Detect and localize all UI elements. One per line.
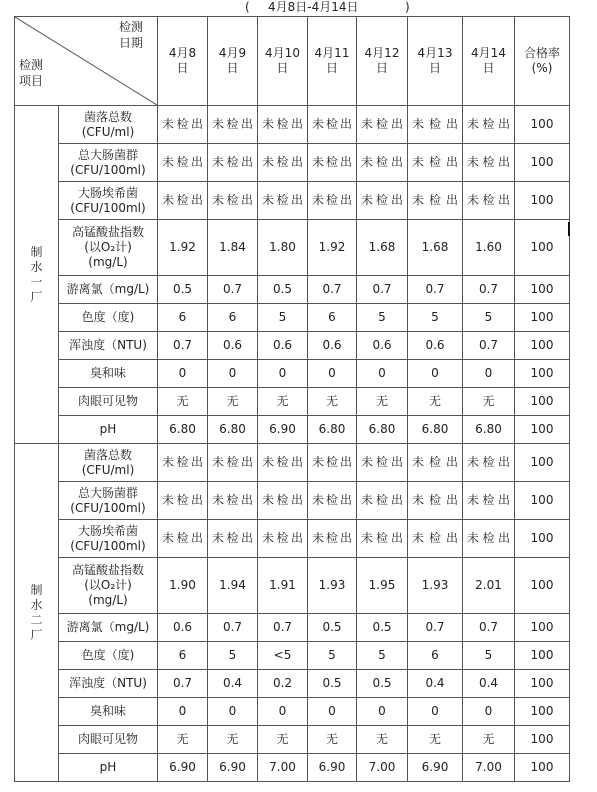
value-cell: 0.7 bbox=[208, 276, 258, 304]
value-cell: 6.90 bbox=[208, 754, 258, 782]
value-cell: 0.5 bbox=[308, 670, 357, 698]
value-cell: 0.7 bbox=[357, 276, 408, 304]
value-cell: 未 检 出 bbox=[408, 444, 463, 482]
value-cell: 未 检 出 bbox=[208, 144, 258, 182]
item-name-cell: 游离氯（mg/L) bbox=[59, 614, 158, 642]
table-row bbox=[15, 416, 570, 444]
value-cell: 未 检 出 bbox=[208, 444, 258, 482]
value-cell: 未 检 出 bbox=[258, 182, 308, 220]
table-row bbox=[15, 670, 570, 698]
value-cell: 0.7 bbox=[463, 614, 515, 642]
plant-label-2: 制 水 二 厂 bbox=[15, 444, 59, 782]
table-row bbox=[15, 642, 570, 670]
value-cell: 未 检 出 bbox=[463, 482, 515, 520]
pass-rate-cell: 100 bbox=[515, 304, 570, 332]
value-cell: 未 检 出 bbox=[357, 144, 408, 182]
value-cell: 1.84 bbox=[208, 220, 258, 276]
value-cell: 未 检 出 bbox=[158, 482, 208, 520]
value-cell: 未 检 出 bbox=[408, 182, 463, 220]
item-name-cell: 色度（度) bbox=[59, 304, 158, 332]
value-cell: 5 bbox=[463, 304, 515, 332]
value-cell: 6 bbox=[158, 642, 208, 670]
value-cell: 1.94 bbox=[208, 558, 258, 614]
value-cell: 0.7 bbox=[463, 276, 515, 304]
value-cell: 0 bbox=[357, 360, 408, 388]
value-cell: 5 bbox=[357, 642, 408, 670]
value-cell: 未 检 出 bbox=[463, 144, 515, 182]
value-cell: 未 检 出 bbox=[408, 520, 463, 558]
table-row bbox=[15, 558, 570, 614]
value-cell: 1.92 bbox=[308, 220, 357, 276]
table-row bbox=[15, 482, 570, 520]
item-name-cell: 臭和味 bbox=[59, 698, 158, 726]
diagonal-header-cell bbox=[15, 17, 158, 106]
value-cell: 未 检 出 bbox=[308, 144, 357, 182]
value-cell: 未 检 出 bbox=[308, 444, 357, 482]
value-cell: 5 bbox=[258, 304, 308, 332]
value-cell: 1.80 bbox=[258, 220, 308, 276]
value-cell: 未 检 出 bbox=[308, 520, 357, 558]
value-cell: 0.5 bbox=[258, 276, 308, 304]
value-cell: 0.6 bbox=[308, 332, 357, 360]
value-cell: 0.2 bbox=[258, 670, 308, 698]
value-cell: 1.93 bbox=[308, 558, 357, 614]
value-cell: 未 检 出 bbox=[357, 106, 408, 144]
value-cell: 未 检 出 bbox=[258, 520, 308, 558]
value-cell: 0.7 bbox=[158, 670, 208, 698]
value-cell: 0.6 bbox=[357, 332, 408, 360]
date-header-3: 4月11 日 bbox=[308, 17, 357, 106]
header-row bbox=[15, 17, 570, 106]
pass-rate-cell: 100 bbox=[515, 332, 570, 360]
pass-rate-cell: 100 bbox=[515, 482, 570, 520]
date-header-4: 4月12 日 bbox=[357, 17, 408, 106]
value-cell: 未 检 出 bbox=[408, 144, 463, 182]
value-cell: 0.7 bbox=[208, 614, 258, 642]
value-cell: 6.80 bbox=[408, 416, 463, 444]
value-cell: 0.7 bbox=[258, 614, 308, 642]
value-cell: 0.7 bbox=[308, 276, 357, 304]
value-cell: 未 检 出 bbox=[463, 520, 515, 558]
pass-rate-cell: 100 bbox=[515, 726, 570, 754]
value-cell: 未 检 出 bbox=[258, 106, 308, 144]
value-cell: 无 bbox=[258, 726, 308, 754]
value-cell: 未 检 出 bbox=[208, 106, 258, 144]
value-cell: 5 bbox=[408, 304, 463, 332]
value-cell: 无 bbox=[357, 388, 408, 416]
value-cell: 未 检 出 bbox=[158, 444, 208, 482]
value-cell: 未 检 出 bbox=[463, 106, 515, 144]
value-cell: 未 检 出 bbox=[463, 444, 515, 482]
item-name-cell: 浑浊度（NTU) bbox=[59, 670, 158, 698]
pass-rate-cell: 100 bbox=[515, 360, 570, 388]
value-cell: 6.80 bbox=[158, 416, 208, 444]
item-name-cell: 高锰酸盐指数 (以O₂计) (mg/L) bbox=[59, 220, 158, 276]
value-cell: 1.90 bbox=[158, 558, 208, 614]
water-quality-table bbox=[14, 16, 570, 782]
item-name-cell: 菌落总数 (CFU/ml) bbox=[59, 444, 158, 482]
value-cell: 0.6 bbox=[208, 332, 258, 360]
value-cell: 0 bbox=[258, 698, 308, 726]
value-cell: 未 检 出 bbox=[308, 106, 357, 144]
pass-rate-cell: 100 bbox=[515, 276, 570, 304]
value-cell: 6 bbox=[208, 304, 258, 332]
value-cell: 6.90 bbox=[308, 754, 357, 782]
value-cell: 未 检 出 bbox=[158, 182, 208, 220]
text-cursor-mark bbox=[568, 222, 570, 236]
item-name-cell: 菌落总数 (CFU/ml) bbox=[59, 106, 158, 144]
pass-rate-cell: 100 bbox=[515, 106, 570, 144]
range-text: 4月8日-4月14日 bbox=[268, 0, 359, 14]
value-cell: 未 检 出 bbox=[258, 144, 308, 182]
range-close-paren: ) bbox=[405, 0, 410, 14]
pass-rate-cell: 100 bbox=[515, 614, 570, 642]
value-cell: 6.80 bbox=[308, 416, 357, 444]
pass-rate-cell: 100 bbox=[515, 444, 570, 482]
value-cell: 未 检 出 bbox=[158, 106, 208, 144]
date-header-2: 4月10 日 bbox=[258, 17, 308, 106]
pass-rate-cell: 100 bbox=[515, 520, 570, 558]
value-cell: 未 检 出 bbox=[258, 444, 308, 482]
item-name-cell: pH bbox=[59, 416, 158, 444]
value-cell: 6.80 bbox=[357, 416, 408, 444]
value-cell: 未 检 出 bbox=[408, 106, 463, 144]
value-cell: 0 bbox=[408, 698, 463, 726]
value-cell: 未 检 出 bbox=[208, 520, 258, 558]
date-header-5: 4月13 日 bbox=[408, 17, 463, 106]
value-cell: 未 检 出 bbox=[308, 482, 357, 520]
value-cell: 7.00 bbox=[258, 754, 308, 782]
pass-rate-cell: 100 bbox=[515, 182, 570, 220]
value-cell: 无 bbox=[208, 388, 258, 416]
value-cell: 无 bbox=[258, 388, 308, 416]
table-row bbox=[15, 726, 570, 754]
item-name-cell: 游离氯（mg/L) bbox=[59, 276, 158, 304]
item-name-cell: 大肠埃希菌 (CFU/100ml) bbox=[59, 520, 158, 558]
value-cell: 1.68 bbox=[357, 220, 408, 276]
value-cell: 无 bbox=[308, 388, 357, 416]
date-header-1: 4月9 日 bbox=[208, 17, 258, 106]
table-row bbox=[15, 360, 570, 388]
value-cell: 6 bbox=[158, 304, 208, 332]
value-cell: 0.4 bbox=[208, 670, 258, 698]
date-header-6: 4月14 日 bbox=[463, 17, 515, 106]
table-row bbox=[15, 144, 570, 182]
value-cell: 无 bbox=[308, 726, 357, 754]
value-cell: 0 bbox=[357, 698, 408, 726]
value-cell: 未 检 出 bbox=[158, 144, 208, 182]
value-cell: 无 bbox=[158, 726, 208, 754]
value-cell: <5 bbox=[258, 642, 308, 670]
date-header-0: 4月8 日 bbox=[158, 17, 208, 106]
value-cell: 0.5 bbox=[357, 614, 408, 642]
value-cell: 0 bbox=[158, 698, 208, 726]
value-cell: 1.95 bbox=[357, 558, 408, 614]
pass-rate-cell: 100 bbox=[515, 558, 570, 614]
table-row bbox=[15, 220, 570, 276]
table-row bbox=[15, 388, 570, 416]
item-name-cell: 肉眼可见物 bbox=[59, 388, 158, 416]
pass-rate-header: 合格率 (%) bbox=[515, 17, 570, 106]
value-cell: 0 bbox=[208, 360, 258, 388]
table-row bbox=[15, 182, 570, 220]
item-name-cell: 总大肠菌群 (CFU/100ml) bbox=[59, 144, 158, 182]
value-cell: 0.6 bbox=[158, 614, 208, 642]
value-cell: 0 bbox=[463, 360, 515, 388]
plant-label-1: 制 水 一 厂 bbox=[15, 106, 59, 444]
value-cell: 6.80 bbox=[208, 416, 258, 444]
pass-rate-cell: 100 bbox=[515, 642, 570, 670]
value-cell: 0 bbox=[258, 360, 308, 388]
pass-rate-cell: 100 bbox=[515, 220, 570, 276]
value-cell: 6 bbox=[308, 304, 357, 332]
value-cell: 0.5 bbox=[308, 614, 357, 642]
pass-rate-cell: 100 bbox=[515, 416, 570, 444]
table-row bbox=[15, 332, 570, 360]
item-name-cell: 大肠埃希菌 (CFU/100ml) bbox=[59, 182, 158, 220]
value-cell: 0.5 bbox=[158, 276, 208, 304]
value-cell: 0.6 bbox=[258, 332, 308, 360]
value-cell: 7.00 bbox=[357, 754, 408, 782]
item-name-cell: 浑浊度（NTU) bbox=[59, 332, 158, 360]
value-cell: 无 bbox=[208, 726, 258, 754]
pass-rate-cell: 100 bbox=[515, 144, 570, 182]
value-cell: 0 bbox=[463, 698, 515, 726]
value-cell: 未 检 出 bbox=[357, 182, 408, 220]
item-name-cell: 肉眼可见物 bbox=[59, 726, 158, 754]
value-cell: 0.4 bbox=[463, 670, 515, 698]
table-row bbox=[15, 754, 570, 782]
value-cell: 0.5 bbox=[357, 670, 408, 698]
item-name-cell: 臭和味 bbox=[59, 360, 158, 388]
value-cell: 未 检 出 bbox=[357, 444, 408, 482]
value-cell: 6.90 bbox=[258, 416, 308, 444]
value-cell: 5 bbox=[308, 642, 357, 670]
pass-rate-cell: 100 bbox=[515, 698, 570, 726]
value-cell: 0 bbox=[208, 698, 258, 726]
pass-rate-cell: 100 bbox=[515, 388, 570, 416]
pass-rate-cell: 100 bbox=[515, 754, 570, 782]
value-cell: 1.91 bbox=[258, 558, 308, 614]
value-cell: 0.7 bbox=[463, 332, 515, 360]
value-cell: 0.7 bbox=[408, 276, 463, 304]
value-cell: 无 bbox=[408, 726, 463, 754]
value-cell: 0 bbox=[308, 698, 357, 726]
value-cell: 0 bbox=[308, 360, 357, 388]
item-name-cell: 高锰酸盐指数 (以O₂计) (mg/L) bbox=[59, 558, 158, 614]
value-cell: 未 检 出 bbox=[408, 482, 463, 520]
value-cell: 5 bbox=[208, 642, 258, 670]
value-cell: 无 bbox=[408, 388, 463, 416]
value-cell: 2.01 bbox=[463, 558, 515, 614]
date-range-caption bbox=[0, 0, 597, 16]
value-cell: 6.80 bbox=[463, 416, 515, 444]
value-cell: 6 bbox=[408, 642, 463, 670]
value-cell: 0.7 bbox=[158, 332, 208, 360]
header-date-label: 检测 日期 bbox=[118, 20, 143, 50]
value-cell: 未 检 出 bbox=[208, 182, 258, 220]
value-cell: 无 bbox=[158, 388, 208, 416]
range-open-paren: ( bbox=[245, 0, 250, 14]
value-cell: 未 检 出 bbox=[308, 182, 357, 220]
value-cell: 0.4 bbox=[408, 670, 463, 698]
header-item-label: 检测 项目 bbox=[19, 58, 44, 88]
pass-rate-cell: 100 bbox=[515, 670, 570, 698]
value-cell: 未 检 出 bbox=[208, 482, 258, 520]
value-cell: 0.6 bbox=[408, 332, 463, 360]
value-cell: 0 bbox=[408, 360, 463, 388]
value-cell: 5 bbox=[357, 304, 408, 332]
value-cell: 未 检 出 bbox=[357, 482, 408, 520]
value-cell: 5 bbox=[463, 642, 515, 670]
value-cell: 0 bbox=[158, 360, 208, 388]
value-cell: 无 bbox=[463, 726, 515, 754]
value-cell: 无 bbox=[357, 726, 408, 754]
value-cell: 1.92 bbox=[158, 220, 208, 276]
value-cell: 未 检 出 bbox=[258, 482, 308, 520]
value-cell: 未 检 出 bbox=[158, 520, 208, 558]
table-row bbox=[15, 276, 570, 304]
table-row bbox=[15, 614, 570, 642]
value-cell: 无 bbox=[463, 388, 515, 416]
value-cell: 1.60 bbox=[463, 220, 515, 276]
value-cell: 6.90 bbox=[158, 754, 208, 782]
item-name-cell: 总大肠菌群 (CFU/100ml) bbox=[59, 482, 158, 520]
value-cell: 未 检 出 bbox=[357, 520, 408, 558]
table-row bbox=[15, 304, 570, 332]
table-row bbox=[15, 444, 570, 482]
value-cell: 1.68 bbox=[408, 220, 463, 276]
value-cell: 0.7 bbox=[408, 614, 463, 642]
table-row bbox=[15, 106, 570, 144]
value-cell: 1.93 bbox=[408, 558, 463, 614]
value-cell: 7.00 bbox=[463, 754, 515, 782]
item-name-cell: 色度（度) bbox=[59, 642, 158, 670]
value-cell: 未 检 出 bbox=[463, 182, 515, 220]
table-row bbox=[15, 520, 570, 558]
value-cell: 6.90 bbox=[408, 754, 463, 782]
item-name-cell: pH bbox=[59, 754, 158, 782]
table-row bbox=[15, 698, 570, 726]
